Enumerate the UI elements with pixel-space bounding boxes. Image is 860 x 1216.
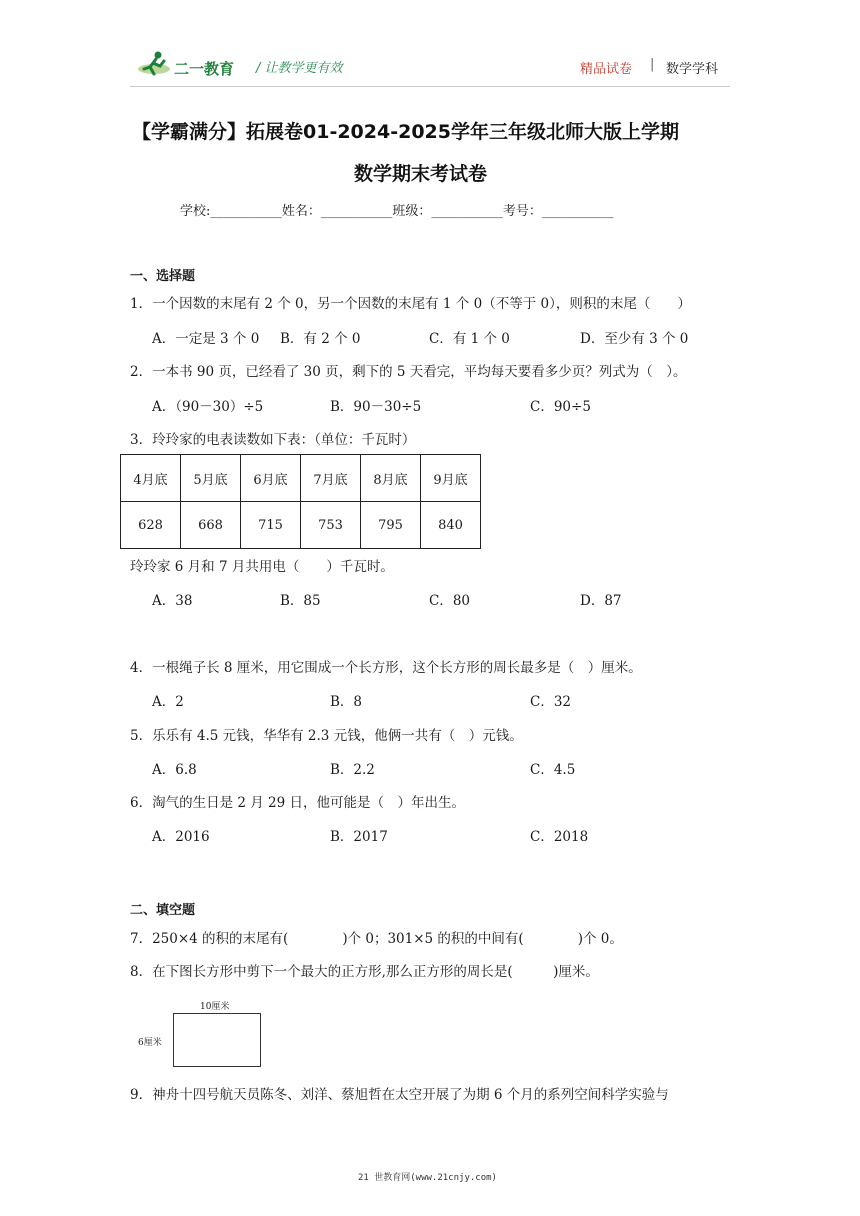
table-value-cell: 668 [181, 502, 241, 549]
q4-option-b: B．8 [330, 694, 363, 710]
question-3-prompt: 玲玲家 6 月和 7 月共用电（ ）千瓦时。 [130, 559, 394, 575]
rect-height-label: 6厘米 [138, 1038, 162, 1048]
table-header-row [121, 455, 481, 502]
q6-option-c: C．2018 [530, 829, 589, 845]
page-title-line1: 【学霸满分】拓展卷01-2024-2025学年三年级北师大版上学期 [132, 121, 679, 143]
q2-option-b: B．90－30÷5 [330, 399, 422, 415]
q3-option-d: D．87 [580, 593, 622, 609]
q1-option-b: B．有 2 个 0 [280, 331, 361, 347]
page-footer: 21 世教育网(www.21cnjy.com) [358, 1173, 497, 1183]
question-1: 1．一个因数的末尾有 2 个 0，另一个因数的末尾有 1 个 0（不等于 0），则积的末尾（ ） [130, 296, 691, 312]
table-value-row [121, 502, 481, 549]
question-4: 4．一根绳子长 8 厘米，用它围成一个长方形，这个长方形的周长最多是（ ）厘米。 [130, 660, 642, 676]
section-heading-choice: 一、选择题 [130, 269, 196, 284]
q1-option-a: A．一定是 3 个 0 [152, 331, 260, 347]
table-value-cell: 715 [241, 502, 301, 549]
question-9: 9．神舟十四号航天员陈冬、刘洋、蔡旭哲在太空开展了为期 6 个月的系列空间科学实验与 [130, 1087, 669, 1103]
header-divider [130, 86, 730, 87]
q1-option-d: D．至少有 3 个 0 [580, 331, 689, 347]
q2-option-a: A．（90－30）÷5 [152, 399, 264, 415]
table-header-cell: 7月底 [301, 455, 361, 502]
student-info-line: 学校:___________姓名：___________班级：___________考号：___________ [180, 204, 614, 219]
q6-option-a: A．2016 [152, 829, 210, 845]
rect-width-label: 10厘米 [200, 1002, 230, 1012]
table-header-cell: 8月底 [361, 455, 421, 502]
table-header-cell: 4月底 [121, 455, 181, 502]
question-6: 6．淘气的生日是 2 月 29 日，他可能是（ ）年出生。 [130, 795, 466, 811]
section-heading-fill: 二、填空题 [130, 903, 196, 918]
table-value-cell: 795 [361, 502, 421, 549]
q3-option-c: C．80 [429, 593, 471, 609]
header-label-subject: 数学学科 [666, 62, 719, 77]
rectangle-figure [173, 1013, 261, 1067]
q6-option-b: B．2017 [330, 829, 388, 845]
q4-option-c: C．32 [530, 694, 572, 710]
question-2: 2．一本书 90 页，已经看了 30 页，剩下的 5 天看完，平均每天要看多少页？列式为（ ）。 [130, 364, 687, 380]
page-title-line2: 数学期末考试卷 [354, 163, 488, 185]
question-7: 7．250×4 的积的末尾有( )个 0；301×5 的积的中间有( )个 0。 [130, 931, 623, 947]
meter-reading-table [120, 454, 481, 549]
header-label-premium: 精品试卷 [580, 62, 633, 77]
q2-option-c: C．90÷5 [530, 399, 591, 415]
question-3: 3．玲玲家的电表读数如下表：（单位：千瓦时） [130, 432, 416, 448]
table-header-cell: 9月底 [421, 455, 481, 502]
header-separator: | [650, 57, 655, 72]
question-5: 5．乐乐有 4.5 元钱，华华有 2.3 元钱，他俩一共有（ ）元钱。 [130, 728, 523, 744]
table-header-cell: 5月底 [181, 455, 241, 502]
slogan: / 让教学更有效 [256, 61, 343, 76]
table-value-cell: 628 [121, 502, 181, 549]
q5-option-a: A．6.8 [152, 762, 197, 778]
table-value-cell: 753 [301, 502, 361, 549]
q4-option-a: A．2 [152, 694, 184, 710]
logo-text: 二一教育 [174, 60, 235, 78]
q3-option-a: A．38 [152, 593, 193, 609]
q1-option-c: C．有 1 个 0 [429, 331, 510, 347]
q5-option-c: C．4.5 [530, 762, 576, 778]
q5-option-b: B．2.2 [330, 762, 375, 778]
question-8: 8．在下图长方形中剪下一个最大的正方形,那么正方形的周长是( )厘米。 [130, 964, 599, 980]
table-value-cell: 840 [421, 502, 481, 549]
table-header-cell: 6月底 [241, 455, 301, 502]
q3-option-b: B．85 [280, 593, 321, 609]
